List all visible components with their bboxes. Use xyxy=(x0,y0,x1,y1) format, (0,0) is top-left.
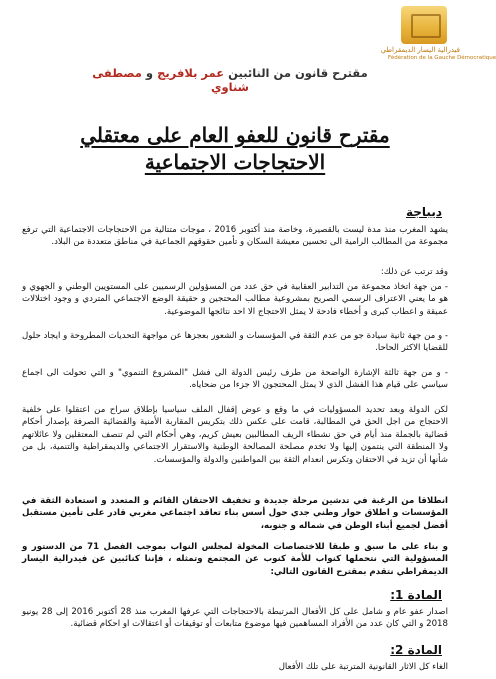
paragraph-state-response: لكن الدولة وبعد تحديد المسؤوليات في ما وقع و عوض إقفال الملف سياسيا بإطلاق سراح من اعتقلوا على خلفية الاحتجاج من اجل الحق في المطالبة، قامت على عكس ذلك بتكريس المقاربة الأمنية والقضائية الصرفة بإصدار أحكام قضائية بالجملة منذ أيام في حق نشطاء الريف المطالبين بعيش كريم، وهي أحكام التي لم تنصف المعتقلين ولا عائلاتهم ولا المنطقة التي ينتمون إليها ولا تخدم مصلحة المصالحة الوطنية والاستقرار الاجتماعي والديمقراطية والتنمية، بل من شأنها أن تزيد في الاحتقان وتكرس انعدام الثقة بين المواطنين والدولة والمؤسسات. xyxy=(22,405,448,465)
header-conjunction: و xyxy=(145,66,154,80)
paragraph-point-3: - و من جهة ثالثة الإشارة الواضحة من طرف رئيس الدولة الى فشل "المشروع التنموي" و التي تحولت الى اجماع سياسي على قيام هذا الفشل الذي لا يمثل المحتجون الا جزءا من ضحاياه. xyxy=(22,368,448,391)
article-2-text: الغاء كل الاثار القانونية المترتبة على تلك الأفعال xyxy=(278,662,448,672)
section-article-2: المادة 2: xyxy=(390,643,442,657)
paragraph-point-2: - و من جهة ثانية سيادة جو من عدم الثقة في المؤسسات و الشعور بعجزها عن مواجهة التحديات المطروحة و ايجاد حلول للقضايا الاكثر الحاحا. xyxy=(22,331,448,354)
deputy-name-1: عمر بلافريج xyxy=(157,66,225,80)
article-1-text: اصدار عفو عام و شامل على كل الأفعال المرتبطة بالاحتجاجات التي عرفها المغرب منذ 28 أكتوبر 2016 إلى 28 يونيو 2018 و التي كان عدد من الأفراد المساهمين فيها موضوع متابعات أو توقيفات أو اعتقالات او احكام قضائية. xyxy=(22,607,448,630)
logo-emblem-icon xyxy=(401,6,447,44)
section-article-1: المادة 1: xyxy=(390,588,442,602)
paragraph-context: يشهد المغرب منذ مدة ليست بالقصيرة، وخاصة منذ أكتوبر 2016 ، موجات متتالية من الاحتجاجات الاجتماعية التي ترفع مجموعة من المطالب الرامية الى تحسين معيشة السكان و تأمين حقوقهم الجماعية في مناطق متعددة من البلاد. xyxy=(22,225,448,248)
logo-caption-arabic: فيدرالية اليسار الديمقراطي xyxy=(380,46,460,54)
paragraph-legal-basis: و بناء على ما سبق و طبقا للاختصاصات المخولة لمجلس النواب بموجب الفصل 71 من الدستور و المسؤولية التي نتحملها كنواب للأمة كنوب عن المجتمع وتمثله ، فإننا كنائبين عن فيدرالية اليسار الديمقراطي نتقدم بمقترح القانون التالي: xyxy=(22,542,448,577)
paragraph-consequence-intro: وقد ترتب عن ذلك: xyxy=(380,267,448,277)
paragraph-point-1: - من جهة اتخاذ مجموعة من التدابير العقابية في حق عدد من المسؤولين الرسميين على المستويين الوطني و الجهوي و هو ما يعني الاعتراف الرسمي الصريح بمشروعية مطالب المحتجين و حقيقة الوضع الاجتماعي المتردي و وجود اختلالات عميقة و اعطاب كبرى و أخطاء فادحة لا يمثل الاحتجاج الا احد نتائجها الموضوعية. xyxy=(22,282,448,317)
paragraph-motivation: انطلاقا من الرغبة في تدشين مرحلة جديدة و تخفيف الاحتقان القائم و المتعدد و استعادة الثقة في المؤسسات و اطلاق حوار وطني جدي حول أسس بناء تعاقد اجتماعي مغربي قادر على تأمين مستقبل أفضل لجميع أبناء الوطن في شماله و جنوبه، xyxy=(22,496,448,531)
party-logo xyxy=(380,6,496,72)
section-preamble: ديباجة xyxy=(406,205,442,219)
document-header xyxy=(90,66,370,94)
header-text: مقترح قانون من النائبين xyxy=(228,66,368,80)
document-title: مقترح قانون للعفو العام على معتقلي الاحتجاجات الاجتماعية xyxy=(80,123,390,174)
deputy-name-2: مصطفى شناوي xyxy=(92,66,249,94)
logo-caption-french: Fédération de la Gauche Démocratique xyxy=(388,55,496,61)
